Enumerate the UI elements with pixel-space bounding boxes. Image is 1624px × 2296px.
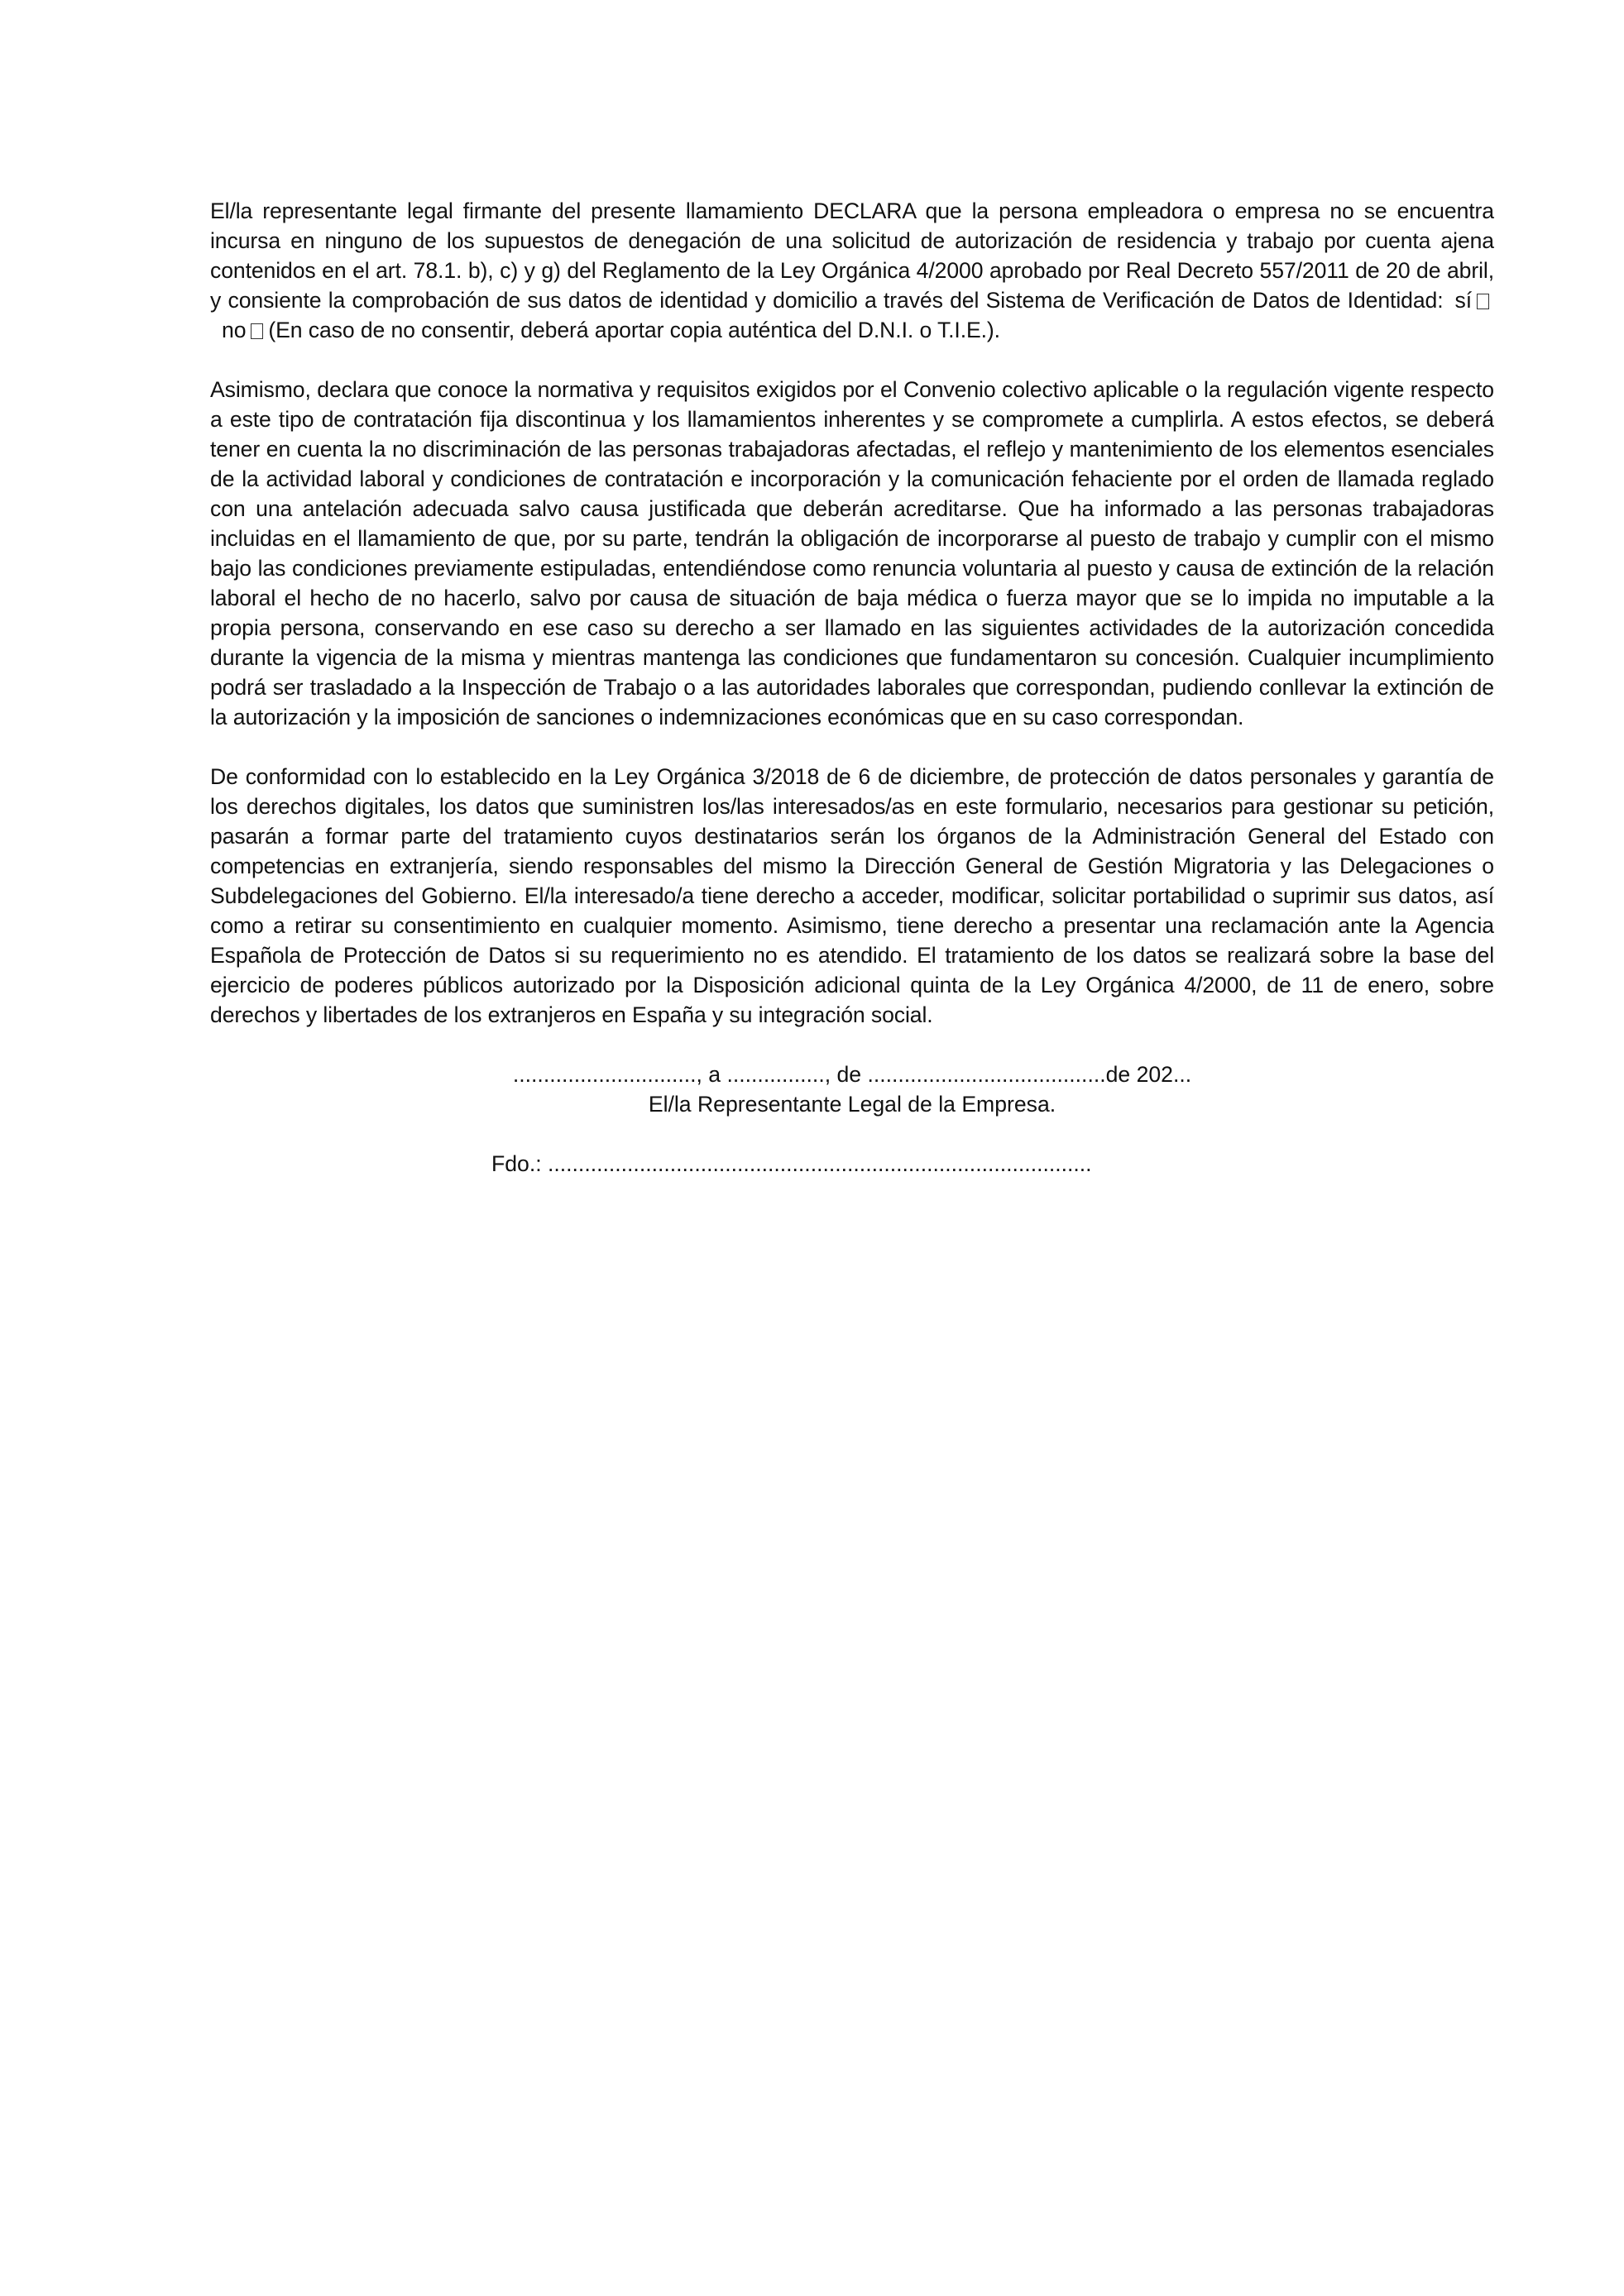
consent-yes-label: sí [1454, 288, 1472, 313]
signature-block [210, 1060, 1494, 1179]
signed-by-line[interactable]: Fdo.: ......................................................................................... [491, 1151, 1092, 1176]
consent-yes-checkbox[interactable] [1477, 294, 1489, 309]
document-page [210, 196, 1494, 1179]
obligations-paragraph: Asimismo, declara que conoce la normativa y requisitos exigidos por el Convenio colectivo aplicable o la regulación vigente respecto a este tipo de contratación fija discontinua y los llamamientos inherentes y se compromete a cumplirla. A estos efectos, se deberá tener en cuenta la no discriminación de las personas trabajadoras afectadas, el reflejo y mantenimiento de los elementos esenciales de la actividad laboral y condiciones de contratación e incorporación y la comunicación fehaciente por el orden de llamada reglado con una antelación adecuada salvo causa justificada que deberán acreditarse. Que ha informado a las personas trabajadoras incluidas en el llamamiento de que, por su parte, tendrán la obligación de incorporarse al puesto de trabajo y cumplir con el mismo bajo las condiciones previamente estipuladas, entendiéndose como renuncia voluntaria al puesto y causa de extinción de la relación laboral el hecho de no hacerlo, salvo por causa de situación de baja médica o fuerza mayor que se lo impida no imputable a la propia persona, conservando en ese caso su derecho a ser llamado en las siguientes actividades de la autorización concedida durante la vigencia de la misma y mientras mantenga las condiciones que fundamentaron su concesión. Cualquier incumplimiento podrá ser trasladado a la Inspección de Trabajo o a las autoridades laborales que correspondan, pudiendo conllevar la extinción de la autorización y la imposición de sanciones o indemnizaciones económicas que en su caso correspondan. [210, 377, 1494, 729]
consent-no-checkbox[interactable] [251, 323, 263, 339]
consent-no-label: no [222, 318, 247, 342]
consent-note-text: (En caso de no consentir, deberá aportar copia auténtica del D.N.I. o T.I.E.). [268, 318, 1000, 342]
declaration-text: El/la representante legal firmante del presente llamamiento DECLARA que la persona empleadora o empresa no se encuentra incursa en ninguno de los supuestos de denegación de una solicitud de autorización de residencia y trabajo por cuenta ajena contenidos en el art. 78.1. b), c) y g) del Reglamento de la Ley Orgánica 4/2000 aprobado por Real Decreto 557/2011 de 20 de abril, y consiente la comprobación de sus datos de identidad y domicilio a través del Sistema de Verificación de Datos de Identidad: [210, 199, 1494, 313]
date-place-line[interactable]: .............................., a ................, de .......................................de 202... [512, 1062, 1192, 1087]
data-protection-paragraph: De conformidad con lo establecido en la Ley Orgánica 3/2018 de 6 de diciembre, de protección de datos personales y garantía de los derechos digitales, los datos que suministren los/las interesados/as en este formulario, necesarios para gestionar su petición, pasarán a formar parte del tratamiento cuyos destinatarios serán los órganos de la Administración General del Estado con competencias en extranjería, siendo responsables del mismo la Dirección General de Gestión Migratoria y las Delegaciones o Subdelegaciones del Gobierno. El/la interesado/a tiene derecho a acceder, modificar, solicitar portabilidad o suprimir sus datos, así como a retirar su consentimiento en cualquier momento. Asimismo, tiene derecho a presentar una reclamación ante la Agencia Española de Protección de Datos si su requerimiento no es atendido. El tratamiento de los datos se realizará sobre la base del ejercicio de poderes públicos autorizado por la Disposición adicional quinta de la Ley Orgánica 4/2000, de 11 de enero, sobre derechos y libertades de los extranjeros en España y su integración social. [210, 764, 1494, 1027]
signer-role: El/la Representante Legal de la Empresa. [648, 1092, 1056, 1117]
consent-declaration-paragraph [210, 196, 1494, 345]
